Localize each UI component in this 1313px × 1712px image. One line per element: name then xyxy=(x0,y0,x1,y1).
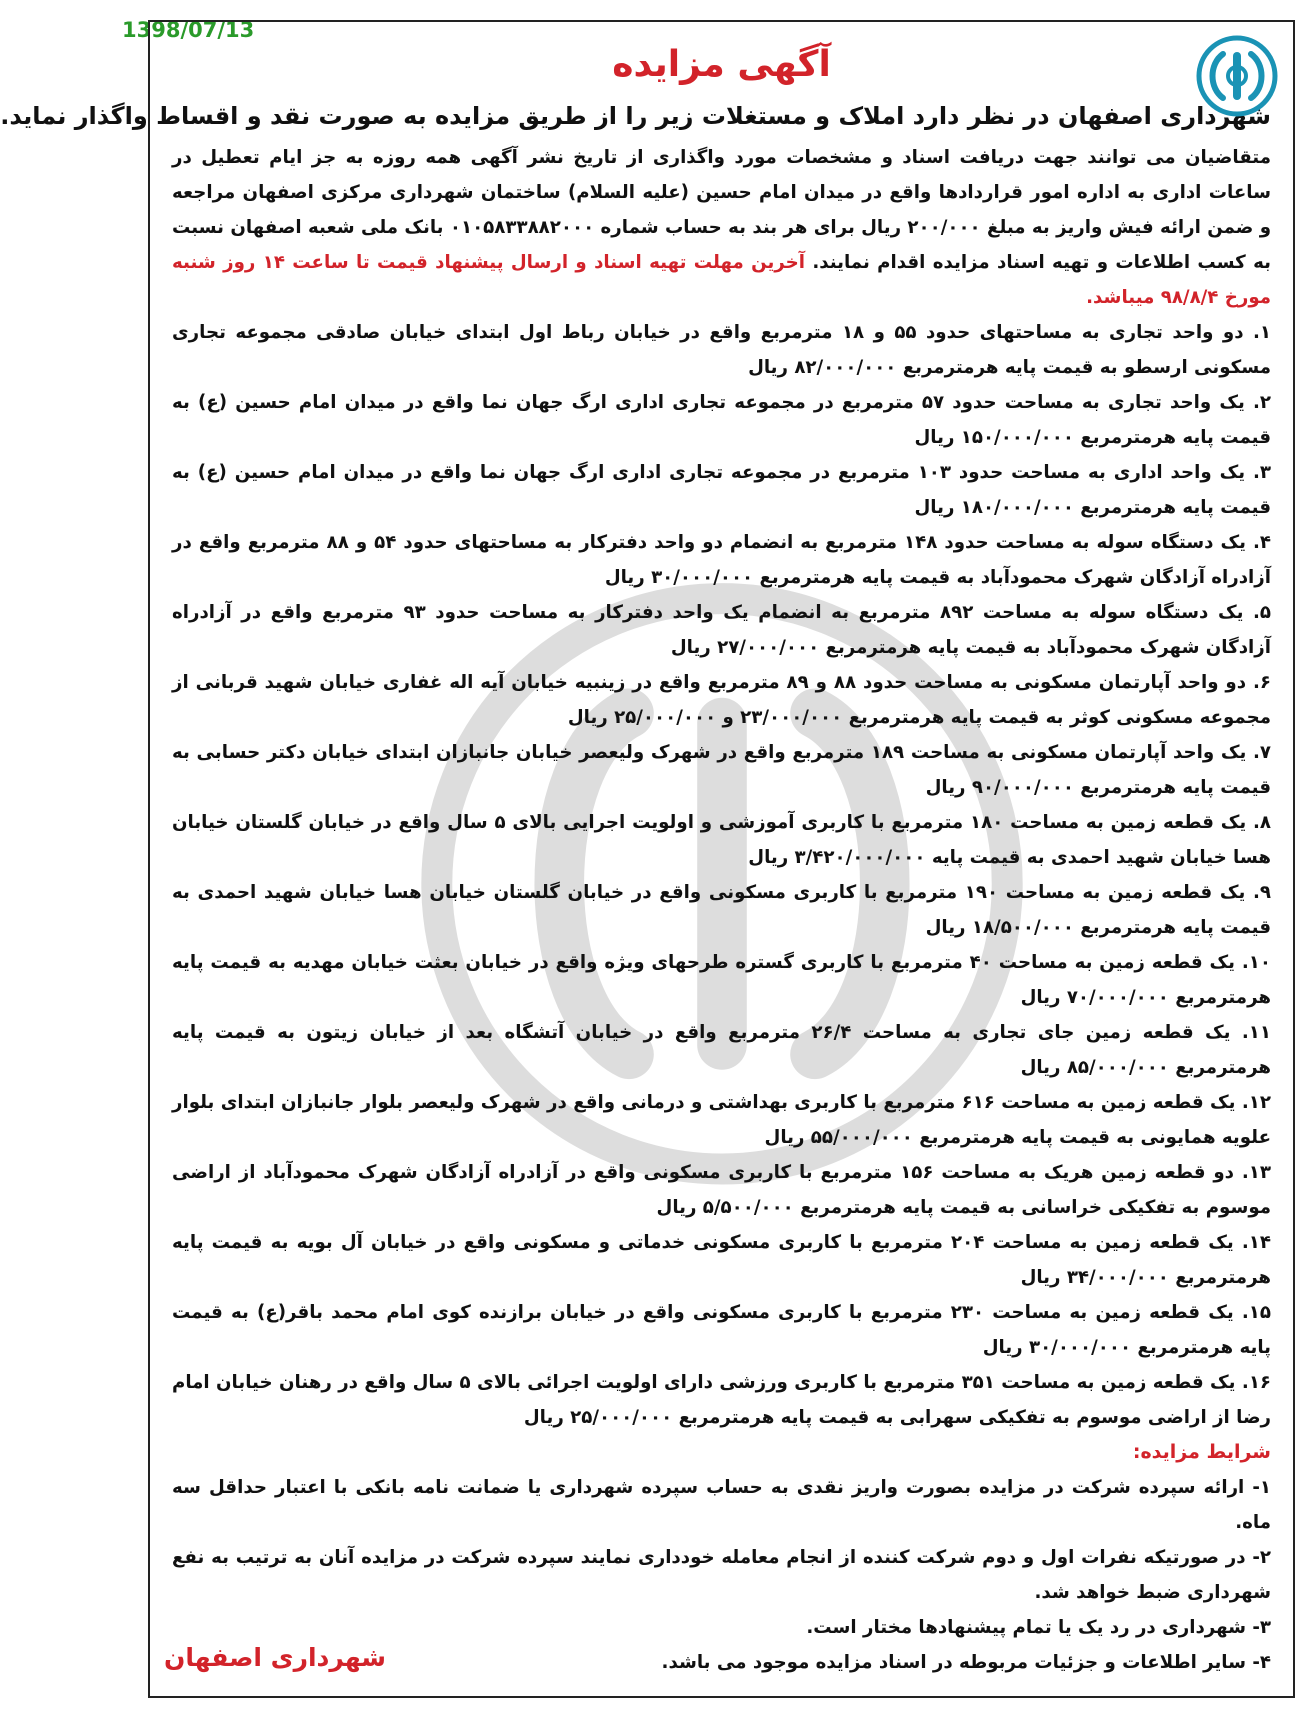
notice-frame xyxy=(0,20,1295,1698)
notice-title: آگهی مزایده xyxy=(612,44,831,85)
list-item: ۱۶. یک قطعه زمین به مساحت ۳۵۱ مترمربع با کاربری ورزشی دارای اولویت اجرائی بالای ۵ سال واقع در رهنان خیابان امام رضا از اراضی موسوم به تفکیکی سهرابی به قیمت پایه هرمترمربع ۲۵/۰۰۰/۰۰۰ ریال xyxy=(172,1372,1272,1428)
list-item: ۴. یک دستگاه سوله به مساحت حدود ۱۴۸ مترمربع به انضمام دو واحد دفترکار به مساحتهای حدود ۵۴ و ۸۸ مترمربع واقع در آزادراه آزادگان شهرک محمودآباد به قیمت پایه هرمترمربع ۳۰/۰۰۰/۰۰۰ ریال xyxy=(172,532,1272,588)
list-item: ۲. یک واحد تجاری به مساحت حدود ۵۷ مترمربع در مجموعه تجاری اداری ارگ جهان نما واقع در میدان امام حسین (ع) به قیمت پایه هرمترمربع ۱۵۰/۰۰۰/۰۰۰ ریال xyxy=(172,392,1271,448)
list-item: ۹. یک قطعه زمین به مساحت ۱۹۰ مترمربع با کاربری مسکونی واقع در خیابان گلستان خیابان هسا خیابان شهید احمدی به قیمت پایه هرمترمربع ۱۸/۵۰۰/۰۰۰ ریال xyxy=(172,882,1271,938)
intro-paragraph xyxy=(172,140,1271,315)
condition-item: ۱- ارائه سپرده شرکت در مزایده بصورت واریز نقدی به حساب سپرده شهرداری یا ضمانت نامه بانکی با اعتبار حداقل سه ماه. xyxy=(172,1477,1271,1533)
signature: شهرداری اصفهان xyxy=(164,1643,386,1672)
notice-body xyxy=(172,140,1271,1680)
list-item: ۷. یک واحد آپارتمان مسکونی به مساحت ۱۸۹ مترمربع واقع در شهرک ولیعصر خیابان جانبازان ابتدای خیابان دکتر حسابی به قیمت پایه هرمترمربع ۹۰/۰۰۰/۰۰۰ ریال xyxy=(172,742,1271,798)
list-item: ۱۴. یک قطعه زمین به مساحت ۲۰۴ مترمربع با کاربری مسکونی خدماتی و مسکونی واقع در خیابان آل بویه به قیمت پایه هرمترمربع ۳۴/۰۰۰/۰۰۰ ریال xyxy=(172,1232,1271,1288)
list-item: ۱۳. دو قطعه زمین هریک به مساحت ۱۵۶ مترمربع با کاربری مسکونی واقع در آزادراه آزادگان شهرک محمودآباد از اراضی موسوم به تفکیکی خراسانی به قیمت پایه هرمترمربع ۵/۵۰۰/۰۰۰ ریال xyxy=(172,1162,1271,1218)
list-item: ۵. یک دستگاه سوله به مساحت ۸۹۲ مترمربع به انضمام یک واحد دفترکار به مساحت حدود ۹۳ مترمربع واقع در آزادراه آزادگان شهرک محمودآباد به قیمت پایه هرمترمربع ۲۷/۰۰۰/۰۰۰ ریال xyxy=(172,602,1271,658)
list-item: ۱. دو واحد تجاری به مساحتهای حدود ۵۵ و ۱۸ مترمربع واقع در خیابان رباط اول ابتدای خیابان صادقی مجموعه تجاری مسکونی ارسطو به قیمت پایه هرمترمربع ۸۲/۰۰۰/۰۰۰ ریال xyxy=(172,322,1271,378)
conditions-title: شرایط مزایده: xyxy=(1132,1441,1271,1463)
isfahan-municipality-logo xyxy=(1195,34,1279,118)
list-item: ۸. یک قطعه زمین به مساحت ۱۸۰ مترمربع با کاربری آموزشی و اولویت اجرایی بالای ۵ سال واقع در خیابان گلستان خیابان هسا خیابان شهید احمدی به قیمت پایه ۳/۴۲۰/۰۰۰/۰۰۰ ریال xyxy=(172,812,1271,868)
list-item: ۱۱. یک قطعه زمین جای تجاری به مساحت ۲۶/۴ مترمربع واقع در خیابان آتشگاه بعد از خیابان زیتون به قیمت پایه هرمترمربع ۸۵/۰۰۰/۰۰۰ ریال xyxy=(172,1022,1271,1078)
date-stamp: 1398/07/13 xyxy=(122,18,255,42)
deadline-text: آخرین مهلت تهیه اسناد و ارسال پیشنهاد قیمت تا ساعت ۱۴ روز شنبه مورخ ۹۸/۸/۴ میباشد. xyxy=(172,252,1271,308)
list-item: ۱۰. یک قطعه زمین به مساحت ۴۰ مترمربع با کاربری گستره طرحهای ویژه واقع در خیابان بعثت خیابان مهدیه به قیمت پایه هرمترمربع ۷۰/۰۰۰/۰۰۰ ریال xyxy=(172,952,1271,1008)
condition-item: ۳- شهرداری در رد یک یا تمام پیشنهادها مختار است. xyxy=(806,1617,1271,1638)
intro-text: متقاضیان می توانند جهت دریافت اسناد و مشخصات مورد واگذاری از تاریخ نشر آگهی همه روزه به جز ایام تعطیل در ساعات اداری به اداره امور قراردادها واقع در میدان امام حسین (علیه السلام) ساختمان شهرداری مرکزی اصفهان مراجعه و ضمن ارائه فیش واریز به مبلغ ۲۰۰/۰۰۰ ریال برای هر بند به حساب شماره ۰۱۰۵۸۳۳۸۸۲۰۰۰ بانک ملی شعبه اصفهان نسبت به کسب اطلاعات و تهیه اسناد مزایده اقدام نمایند. xyxy=(172,147,1271,273)
condition-item: ۲- در صورتیکه نفرات اول و دوم شرکت کننده از انجام معامله خودداری نمایند سپرده شرکت در مزایده آنان به ترتیب به نفع شهرداری ضبط خواهد شد. xyxy=(172,1547,1271,1603)
list-item: ۳. یک واحد اداری به مساحت حدود ۱۰۳ مترمربع در مجموعه تجاری اداری ارگ جهان نما واقع در میدان امام حسین (ع) به قیمت پایه هرمترمربع ۱۸۰/۰۰۰/۰۰۰ ریال xyxy=(172,462,1271,518)
notice-headline: شهرداری اصفهان در نظر دارد املاک و مستغلات زیر را از طریق مزایده به صورت نقد و اقساط واگذار نماید. xyxy=(0,102,1271,130)
list-item: ۶. دو واحد آپارتمان مسکونی به مساحت حدود ۸۸ و ۸۹ مترمربع واقع در زینبیه خیابان آیه اله غفاری خیابان شهید قربانی از مجموعه مسکونی کوثر به قیمت پایه هرمترمربع ۲۳/۰۰۰/۰۰۰ و ۲۵/۰۰۰/۰۰۰ ریال xyxy=(172,672,1271,728)
list-item: ۱۵. یک قطعه زمین به مساحت ۲۳۰ مترمربع با کاربری مسکونی واقع در خیابان برازنده کوی امام محمد باقر(ع) به قیمت پایه هرمترمربع ۳۰/۰۰۰/۰۰۰ ریال xyxy=(172,1302,1271,1358)
condition-item: ۴- سایر اطلاعات و جزئیات مربوطه در اسناد مزایده موجود می باشد. xyxy=(661,1652,1271,1673)
list-item: ۱۲. یک قطعه زمین به مساحت ۶۱۶ مترمربع با کاربری بهداشتی و درمانی واقع در شهرک ولیعصر بلوار جانبازان ابتدای بلوار علویه همایونی به قیمت پایه هرمترمربع ۵۵/۰۰۰/۰۰۰ ریال xyxy=(172,1092,1271,1148)
